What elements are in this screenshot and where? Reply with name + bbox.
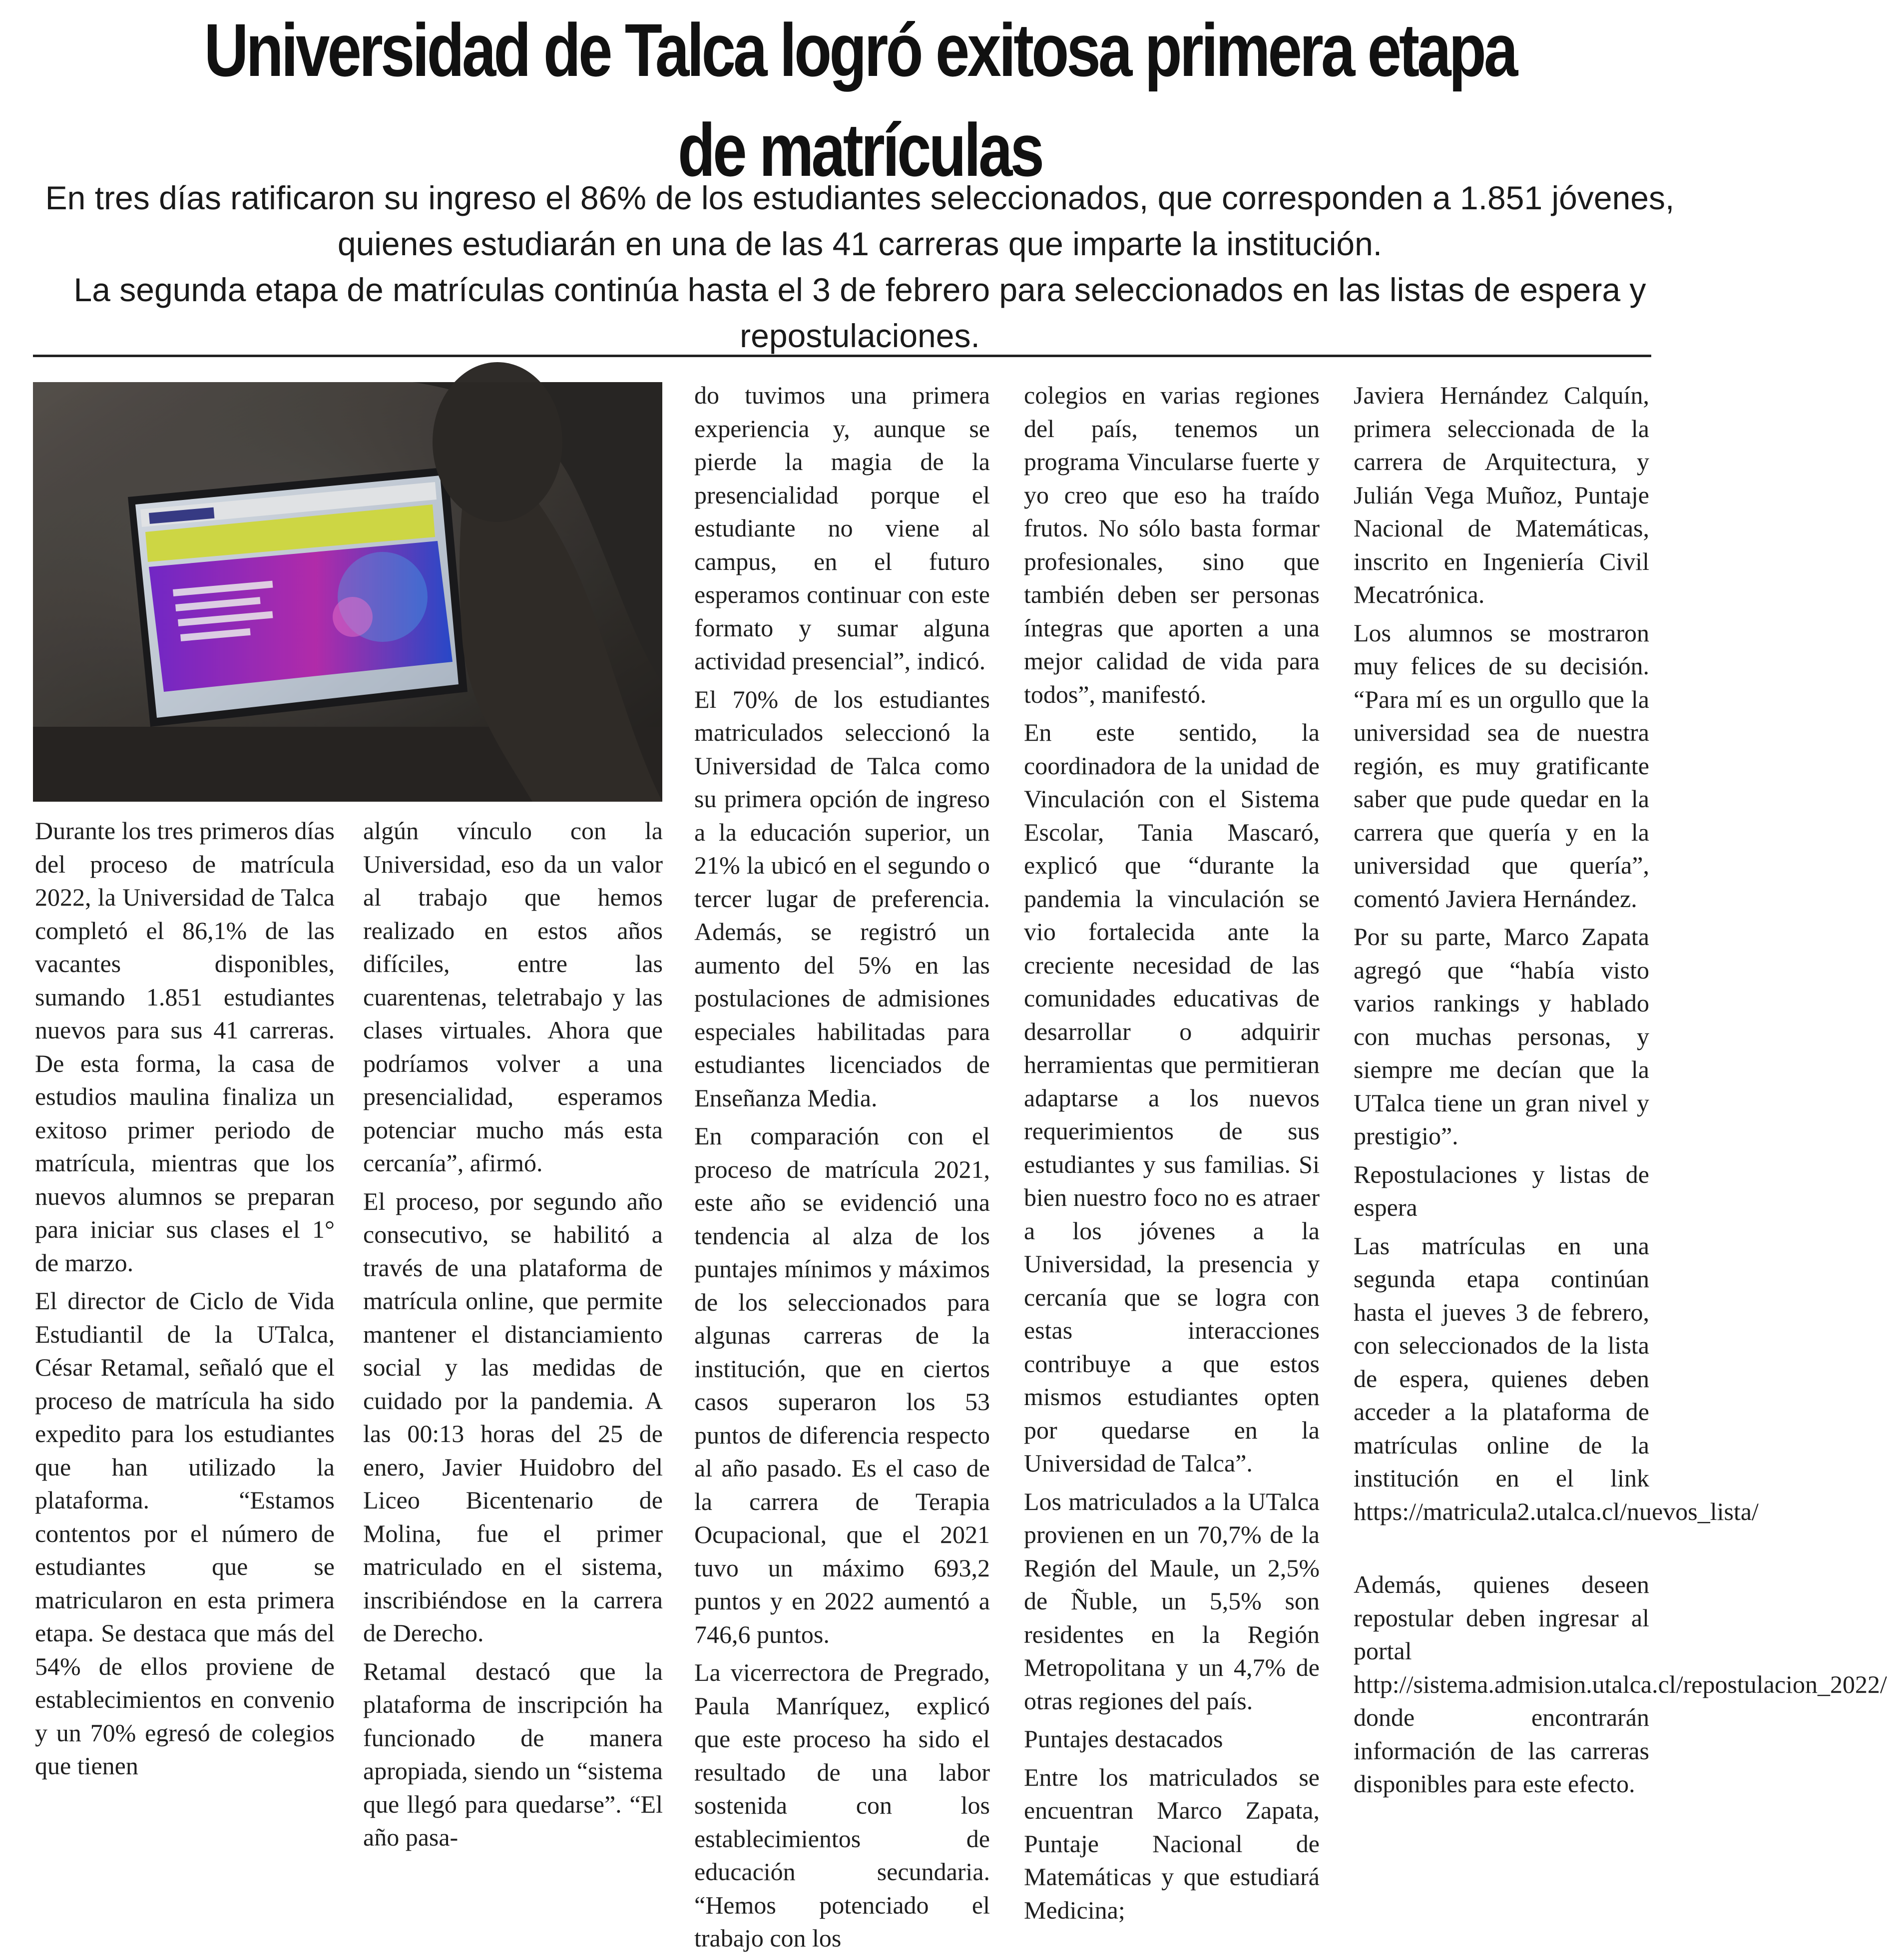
paragraph: Por su parte, Marco Zapata agregó que “había visto varios rankings y hablado con muchas personas, y siempre me decían que la UTalca tiene un gran nivel y prestigio”.	[1354, 923, 1649, 1150]
paragraph: El proceso, por segundo año consecutivo, se habilitó a través de una plataforma de matrícula online, que permite mantener el distanciamiento social y las medidas de cuidado por la pandemia. A las 00:13 horas del 25 de enero, Javier Huidobro del Liceo Bicentenario de Molina, fue el primer matriculado en el sistema, inscribiéndose en la carrera de Derecho.	[363, 1187, 663, 1647]
paragraph: La vicerrectora de Pregrado, Paula Manríquez, explicó que este proceso ha sido el resultado de una labor sostenida con los establecimientos de educación secundaria. “Hemos potenciado el trabajo con los	[694, 1658, 990, 1952]
paragraph: Las matrículas en una segunda etapa continúan hasta el jueves 3 de febrero, con seleccionados de la lista de espera, quienes deben acceder a la plataforma de matrículas online de la institución en el link https://matricula2.utalca.cl/nuevos_lista/	[1354, 1231, 1759, 1525]
column-3	[694, 379, 990, 1960]
paragraph: algún vínculo con la Universidad, eso da un valor al trabajo que hemos realizado en estos años difíciles, entre las cuarentenas, teletrabajo y las clases virtuales. Ahora que podríamos volver a una presencialidad, esperamos potenciar mucho más esta cercanía”, afirmó.	[363, 817, 663, 1177]
paragraph: Javiera Hernández Calquín, primera seleccionada de la carrera de Arquitectura, y Julián Vega Muñoz, Puntaje Nacional de Matemáticas, inscrito en Ingeniería Civil Mecatrónica.	[1354, 381, 1649, 608]
column-5	[1354, 379, 1887, 1806]
laptop-photo-illustration	[33, 382, 662, 802]
paragraph: Además, quienes deseen repostular deben ingresar al portal http://sistema.admision.utalca.cl/repostulacion_2022/ donde encontrarán información de las carreras disponibles para este efecto.	[1354, 1570, 1887, 1798]
subhead	[30, 175, 1690, 359]
column-2	[363, 814, 663, 1859]
headline: Universidad de Talca logró exitosa primera etapa de matrículas	[204, 8, 1516, 192]
paragraph: Entre los matriculados se encuentran Marco Zapata, Puntaje Nacional de Matemáticas y que estudiará Medicina;	[1024, 1763, 1320, 1924]
column-4	[1024, 379, 1320, 1932]
header-divider	[33, 355, 1651, 357]
subhead-line-1: En tres días ratificaron su ingreso el 86% de los estudiantes seleccionados, que corresponden a 1.851 jóvenes, quienes estudiarán en una de las 41 carreras que imparte la institución.	[45, 179, 1675, 262]
paragraph: do tuvimos una primera experiencia y, aunque se pierde la magia de la presencialidad porque el estudiante no viene al campus, en el futuro esperamos continuar con este formato y sumar alguna actividad presencial”, indicó.	[694, 381, 990, 675]
subhead-line-2: La segunda etapa de matrículas continúa hasta el 3 de febrero para seleccionados en las listas de espera y repostulaciones.	[73, 271, 1646, 354]
paragraph: colegios en varias regiones del país, tenemos un programa Vincularse fuerte y yo creo que eso ha traído frutos. No sólo basta formar profesionales, sino que también deben ser personas íntegras que aporten a una mejor calidad de vida para todos”, manifestó.	[1024, 381, 1320, 708]
article-photo	[33, 382, 662, 802]
paragraph: En este sentido, la coordinadora de la unidad de Vinculación con el Sistema Escolar, Tania Mascaró, explicó que “durante la pandemia la vinculación se vio fortalecida ante la creciente necesidad de las comunidades educativas de desarrollar o adquirir herramientas que permitieran adaptarse a los nuevos requerimientos de sus estudiantes y sus familias. Si bien nuestro foco no es atraer a los jóvenes a la Universidad, la presencia y cercanía que se logra con estas interacciones contribuye a que estos mismos estudiantes opten por quedarse en la Universidad de Talca”.	[1024, 718, 1320, 1477]
section-heading-puntajes: Puntajes destacados	[1024, 1725, 1223, 1753]
paragraph: El director de Ciclo de Vida Estudiantil de la UTalca, César Retamal, señaló que el proceso de matrícula ha sido expedito para los estudiantes que han utilizado la plataforma. “Estamos contentos por el número de estudiantes que se matricularon en esta primera etapa. Se destaca que más del 54% de ellos proviene de establecimientos en convenio y un 70% egresó de colegios que tienen	[35, 1287, 335, 1780]
paragraph: El 70% de los estudiantes matriculados seleccionó la Universidad de Talca como su primera opción de ingreso a la educación superior, un 21% la ubicó en el segundo o tercer lugar de preferencia. Además, se registró un aumento del 5% en las postulaciones de admisiones especiales habilitadas para estudiantes licenciados de Enseñanza Media.	[694, 685, 990, 1112]
paragraph: Los alumnos se mostraron muy felices de su decisión. “Para mí es un orgullo que la universidad sea de nuestra región, es muy gratificante saber que pude quedar en la carrera que quería y en la universidad que quería”, comentó Javiera Hernández.	[1354, 618, 1649, 913]
section-heading-repostulaciones: Repostulaciones y listas de espera	[1354, 1160, 1649, 1221]
column-1	[35, 814, 335, 1788]
paragraph: Retamal destacó que la plataforma de inscripción ha funcionado de manera apropiada, siendo un “sistema que llegó para quedarse”. “El año pasa-	[363, 1657, 663, 1851]
paragraph: Los matriculados a la UTalca provienen en un 70,7% de la Región del Maule, un 2,5% de Ñuble, un 5,5% son residentes en la Región Metropolitana y un 4,7% de otras regiones del país.	[1024, 1487, 1320, 1715]
paragraph: En comparación con el proceso de matrícula 2021, este año se evidenció una tendencia al alza de los puntajes mínimos y máximos de los seleccionados para algunas carreras de la institución, que en ciertos casos superaron los 53 puntos de diferencia respecto al año pasado. Es el caso de la carrera de Terapia Ocupacional, que el 2021 tuvo un máximo 693,2 puntos y en 2022 aumentó a 746,6 puntos.	[694, 1122, 990, 1648]
paragraph: Durante los tres primeros días del proceso de matrícula 2022, la Universidad de Talca completó el 86,1% de las vacantes disponibles, sumando 1.851 estudiantes nuevos para sus 41 carreras. De esta forma, la casa de estudios maulina finaliza un exitoso primer periodo de matrícula, mientras que los nuevos alumnos se preparan para iniciar sus clases el 1° de marzo.	[35, 817, 335, 1277]
